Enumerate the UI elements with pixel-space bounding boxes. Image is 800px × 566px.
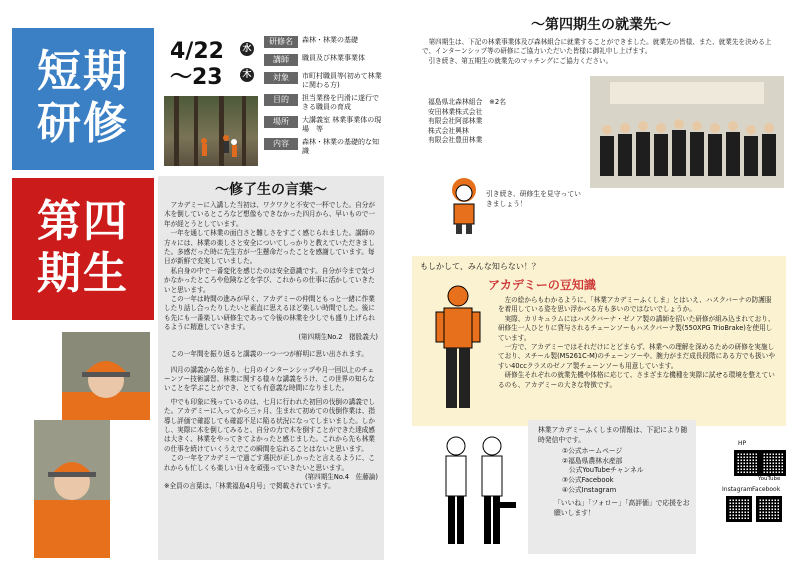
voice-paragraph: 中でも印象に残っているのは、七月に行われた初回の伐倒の講義でした。アカデミーに入ってから三ヶ月、生まれて初めての伐倒作業は、指導し評価で確認しても確認不足に陥る状況になってしまいました。しかし、実際に木を倒してみると、自分の力で木を倒すことができた達成感は大きく、林業をやってきてよかったと感じました。これから先も林業の仕事を続けていくうえでこの瞬間を忘れることはないと思います。 — [164, 397, 375, 453]
qr-code-youtube[interactable] — [760, 450, 786, 476]
sns-intro: 林業アカデミーふくしまの情報は、下記により随時発信中です。 — [538, 426, 688, 444]
short-training-line1: 短期 — [37, 46, 129, 97]
qr-label-youtube: YouTube — [758, 476, 781, 482]
info-row — [264, 72, 388, 90]
sns-panel — [528, 420, 696, 554]
voice-paragraph: 四月の講義から始まり、七月のインターンシップや月一回以上のチェーンソー技術講習、林業に関する様々な講義をうけ、この世界の知らないことを学ぶことができ、とても有意義な時間になりました。 — [164, 365, 375, 393]
info-row — [264, 36, 388, 48]
trivia-intro: もしかして、みんな知らない！？ — [420, 262, 540, 271]
day-badge-thu: 木 — [240, 68, 254, 82]
sns-item[interactable]: ③公式Facebook — [562, 475, 614, 484]
graduation-group-photo — [590, 76, 784, 188]
info-row — [264, 54, 388, 66]
employment-title: ～第四期生の就業先～ — [531, 17, 671, 33]
info-label: 対象 — [264, 72, 298, 84]
qr-code-instagram[interactable] — [726, 496, 752, 522]
training-date-end: ～23 — [170, 65, 223, 90]
graduate-voice-body — [158, 199, 384, 492]
forest-training-photo — [164, 96, 258, 166]
qr-label-hp: HP — [738, 440, 747, 447]
employment-paragraph: 引き続き、第五期生の就業先のマッチングにご協力ください。 — [428, 56, 613, 65]
info-value: 担当業務を円滑に遂行できる職員の育成 — [302, 94, 379, 111]
voice-paragraph: アカデミーに入講した当初は、ワクワクと不安で一杯でした。自分が木を倒しているところなど想像もできなかった四月から、早いもので一年が経とうとしています。 — [164, 201, 375, 228]
fourth-cohort-line1: 第四 — [37, 196, 129, 247]
employer-item: 有限会社阿部林業 — [428, 117, 483, 126]
employer-item: 福島県北森林組合 ※2名 — [428, 98, 506, 106]
trivia-paragraph: 左の絵からもわかるように、「林業アカデミーふくしま」とはいえ、ハスクバーナの防護服を着用している姿を思い浮かべる方も多いのではないでしょうか。 — [498, 296, 772, 314]
student-photo-1 — [62, 332, 150, 420]
info-label: 研修名 — [264, 36, 298, 48]
short-training-block — [12, 28, 154, 170]
chainsaw-workers-illustration — [434, 432, 518, 550]
protective-gear-worker-illustration — [428, 282, 488, 420]
qr-code-hp[interactable] — [734, 450, 760, 476]
employer-list — [428, 98, 506, 146]
voice-paragraph: この一年は時間の進みが早く、アカデミーの仲間ともっと一緒に作業したり話し合ったりしたいと素直に思えるほど楽しい時間でした。後にも先にも一番楽しい研修生であって今後の林業を少しでも盛り上げられるように精進していきます。 — [164, 295, 375, 332]
student-photo-2 — [34, 420, 110, 558]
fourth-cohort-block — [12, 178, 154, 320]
info-label: 目的 — [264, 94, 298, 106]
sns-item[interactable]: 公式YouTubeチャンネル — [562, 466, 644, 475]
trivia-paragraph: 研修生それぞれの就業先機や体格に応じて、さまざまな機種を実際に試せる環境を整えているのも、アカデミーの大きな特徴です。 — [498, 371, 775, 389]
trivia-paragraph: 実際、カリキュラムにはハスクバーナ・ゼノア製の講師を招いた研修が組み込まれており、研修生一人ひとりに貸与されるチェーンソーもハスクバーナ製(550XPG TrioBrake)を使用しています。 — [498, 314, 775, 342]
trivia-paragraph: 一方で、アカデミーではそれだけにとどまらず、林業への理解を深めるための研修を実施しており、スチール製(MS261C-M)のチェーンソーや、腕力がまだ成長段階にある方でも扱いやすい40ccクラスのゼノア製チェーンソーも用意しています。 — [498, 343, 775, 370]
training-info-table — [264, 36, 388, 156]
voice-note: ※全員の言葉は、「林業福島4月号」で掲載されています。 — [164, 482, 335, 491]
employer-item: 安田林業株式会社 — [428, 107, 483, 116]
info-label: 講師 — [264, 54, 298, 66]
voice-paragraph: 私自身の中で一番変化を感じたのは安全意識です。自分が今まで気づかなかったところや危険などを学び、これからの仕事に活かしていきたいと思います。 — [164, 266, 375, 294]
info-label: 内容 — [264, 138, 298, 150]
mascot-speech: 引き続き、研修生を見守っていきましょう！ — [486, 190, 581, 208]
info-label: 場所 — [264, 116, 298, 128]
voice-signature: (第四期生No.2 猪股義大) — [298, 332, 378, 341]
qr-label-facebook: Facebook — [752, 486, 781, 493]
trivia-panel — [412, 256, 786, 426]
trivia-title: アカデミーの豆知識 — [488, 278, 596, 292]
info-value: 市町村職員等(初めて林業に関わる方) — [302, 72, 382, 89]
sns-item[interactable]: ②福島県農林水産部 — [562, 456, 623, 465]
qr-code-facebook[interactable] — [756, 496, 782, 522]
info-value: 森林・林業の基礎的な知識 — [302, 138, 379, 155]
info-value: 大講義室 林業事業体の現場 等 — [302, 116, 382, 133]
voice-paragraph: 一年を通して林業の面白さと難しさをすごく感じられました。講師の方々には、林業の楽しさと安全についてしっかりと教えていただきました。多感だった時に先生方が一生懸命だったことを感謝しています。毎日が新鮮で充実していました。 — [164, 229, 375, 266]
info-row — [264, 94, 388, 112]
sns-list — [528, 447, 696, 495]
graduate-voice-panel — [158, 176, 384, 560]
info-value: 森林・林業の基礎 — [302, 36, 358, 44]
info-row — [264, 116, 388, 134]
sns-item[interactable]: ④公式Instagram — [562, 485, 617, 494]
trivia-body — [498, 296, 778, 390]
graduate-voice-title: ～修了生の言葉～ — [215, 182, 327, 198]
employer-item: 有限会社豊田林業 — [428, 136, 483, 145]
employer-item: 株式会社興林 — [428, 126, 469, 135]
forest-scene-illustration — [164, 96, 258, 166]
day-badge-wed: 水 — [240, 42, 254, 56]
employment-body — [416, 34, 786, 66]
group-photo-illustration — [590, 76, 784, 188]
student-helmet-portrait — [62, 332, 150, 420]
sns-item[interactable]: ①公式ホームページ — [562, 447, 623, 456]
qr-label-instagram: Instagram — [722, 486, 753, 493]
sns-call-to-action: 「いいね」「フォロー」「高評価」で応援をお願いします！ — [554, 499, 690, 517]
student-helmet-portrait — [34, 420, 110, 558]
voice-signature: (第四期生No.4 佐藤論) — [304, 472, 378, 481]
mascot-character — [446, 176, 482, 236]
voice-paragraph: この一年をアカデミーで過ごす選択が正しかったと言えるように、これからも忙しくも楽しい日々を頑張っていきたいと思います。 — [164, 454, 375, 472]
worker-sketch — [434, 432, 518, 550]
info-value: 職員及び林業事業体 — [302, 54, 365, 62]
info-row — [264, 138, 388, 156]
training-date-start: 4/22 — [170, 39, 224, 64]
fourth-cohort-line2: 期生 — [37, 248, 129, 299]
employment-paragraph: 第四期生は、下記の林業事業体及び森林組合に就業することができました。就業先の皆様、また、就業先を決める上で、インターンシップ等の研修にご協力いただいた皆様に御礼申し上げます。 — [422, 38, 772, 56]
short-training-line2: 研修 — [37, 98, 129, 149]
voice-paragraph: この一年間を振り返ると講義の一つ一つが鮮明に思い出されます。 — [170, 350, 368, 359]
mascot-illustration — [446, 176, 482, 236]
